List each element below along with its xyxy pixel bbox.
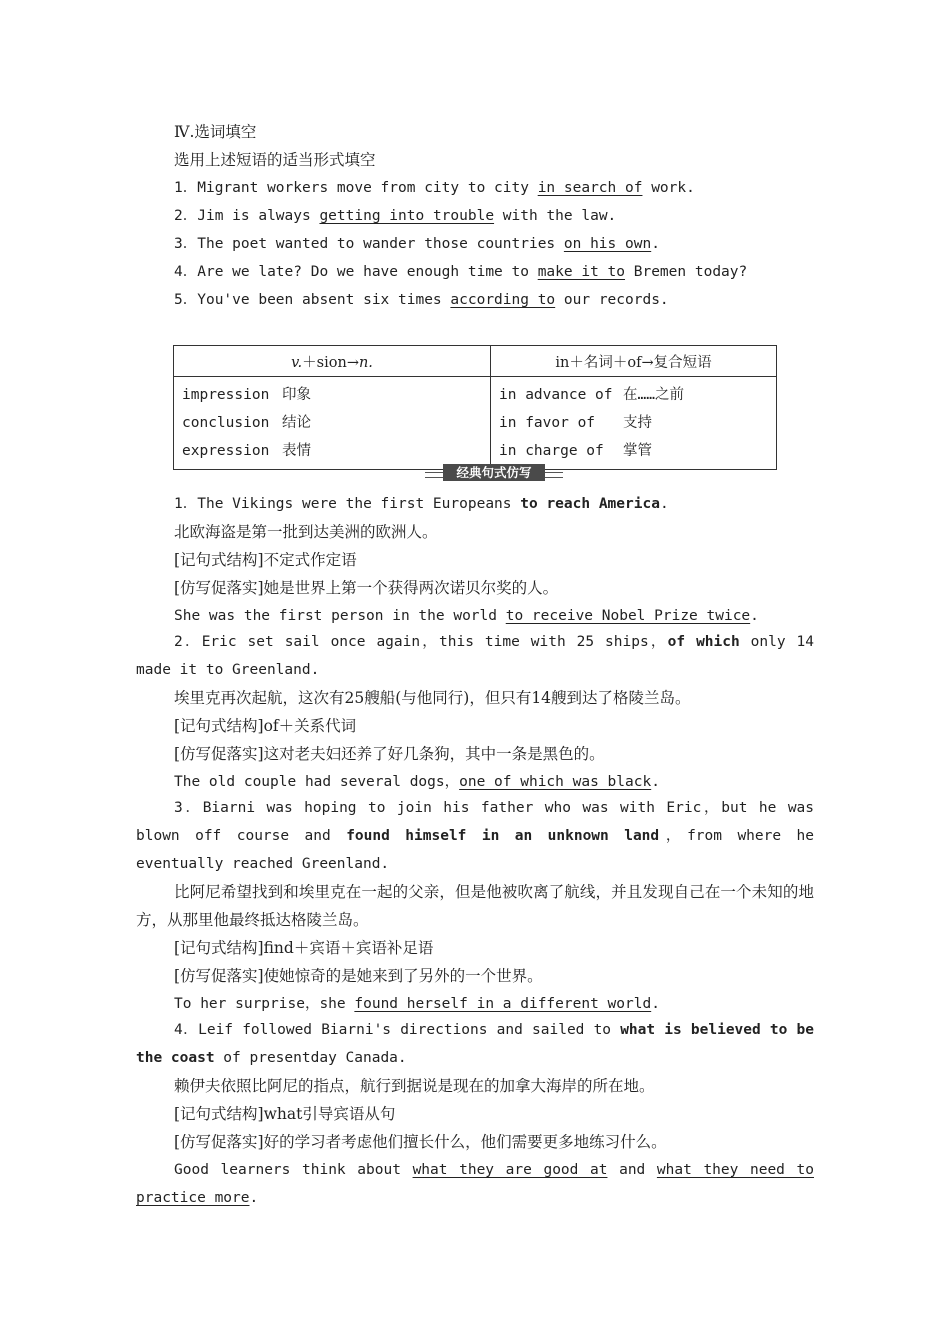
sentence-block: 1．The Vikings were the first Europeans to reach America. 北欧海盗是第一批到达美洲的欧洲人。 [记句式结构]不定式作定语 [仿写促落实]她是世界上第一个获得两次诺贝尔奖的人。 She was the first person in the world to receive Nobel Prize twice. xyxy=(174,496,759,624)
answer-blank: to receive Nobel Prize twice xyxy=(505,608,751,624)
answer-blank: on his own xyxy=(563,236,652,252)
exercise-item: 5．You've been absent six times according to our records. xyxy=(174,292,669,308)
answer-blank: one of which was black xyxy=(459,774,652,790)
vocabulary-table xyxy=(173,345,777,470)
table-cell-nouns: impression 印象 conclusion 结论 expression 表情 xyxy=(174,377,491,470)
sentence-block: 3．Biarni was hoping to join his father who was with Eric，but he was blown off course and found himself in an unknown land，from where he eventually reached Greenland. 比阿尼希望找到和埃里克在一起的父亲，但是他被吹离了航线，并且发现自己在一个未知的地方，从那里他最终抵达格陵兰岛。 [记句式结构]find＋宾语＋宾语补足语 [仿写促落实]使她惊奇的是她来到了另外的一个世界。 To her surprise，she found herself in a different world. xyxy=(136,800,815,1012)
sentence-block: 4．Leif followed Biarni's directions and sailed to what is believed to be the coast of presentday Canada. 赖伊夫依照比阿尼的指点，航行到据说是现在的加拿大海岸的所在地。 [记句式结构]what引导宾语从句 [仿写促落实]好的学习者考虑他们擅长什么，他们需要更多地练习什么。 Good learners think about what they are good at and what they need to practice more. xyxy=(136,1022,815,1206)
exercise-item: 2．Jim is always getting into trouble with the law. xyxy=(174,208,617,224)
section-instruction: 选用上述短语的适当形式填空 xyxy=(174,151,376,169)
table-cell-phrases: in advance of 在……之前 in favor of 支持 in charge of 掌管 xyxy=(491,377,777,470)
answer-blank: make it to xyxy=(537,264,626,280)
exercise-item: 1．Migrant workers move from city to city in search of work. xyxy=(174,180,695,196)
answer-blank: what they need to practice more xyxy=(136,1162,814,1206)
table-header-phrase: in＋名词＋of→复合短语 xyxy=(491,346,777,377)
answer-blank: in search of xyxy=(537,180,643,196)
exercise-item: 4．Are we late? Do we have enough time to make it to Bremen today? xyxy=(174,264,748,280)
exercise-item: 3．The poet wanted to wander those countries on his own. xyxy=(174,236,660,252)
answer-blank: found herself in a different world xyxy=(354,996,652,1012)
answer-blank: getting into trouble xyxy=(319,208,495,224)
section-banner: 经典句式仿写 xyxy=(425,464,563,482)
answer-blank: according to xyxy=(450,292,556,308)
table-header-suffix: v.＋sion→n. xyxy=(174,346,491,377)
section-heading: Ⅳ.选词填空 xyxy=(174,123,257,141)
answer-blank: what they are good at xyxy=(412,1162,608,1178)
sentence-block: 2．Eric set sail once again，this time with 25 ships，of which only 14 made it to Greenland. 埃里克再次起航，这次有25艘船(与他同行)，但只有14艘到达了格陵兰岛。 [记句式结构]of＋关系代词 [仿写促落实]这对老夫妇还养了好几条狗，其中一条是黑色的。 The old couple had several dogs，one of which was black. xyxy=(136,634,814,790)
